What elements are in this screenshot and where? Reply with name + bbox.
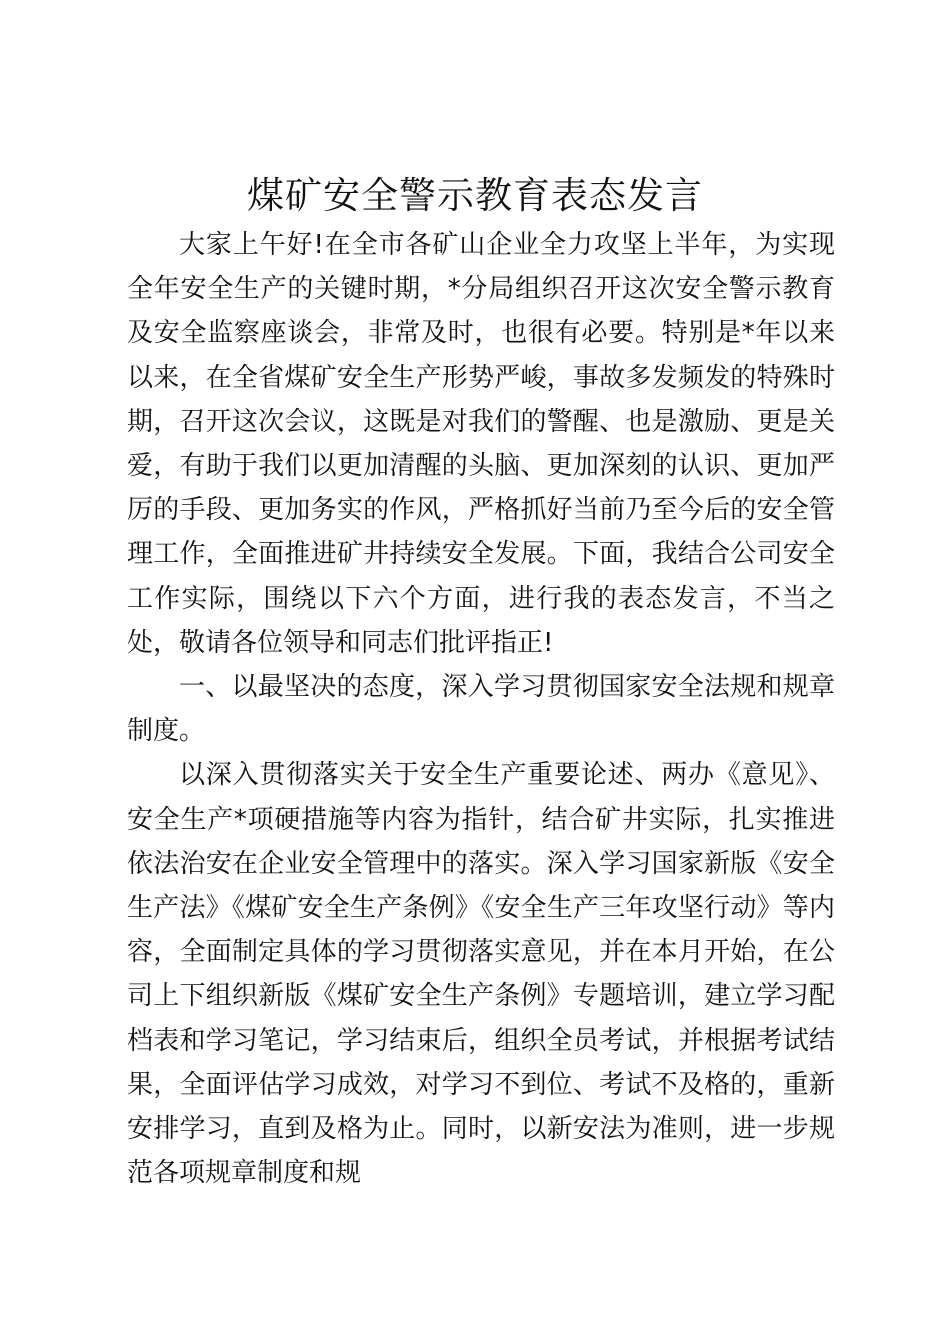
document-title: 煤矿安全警示教育表态发言	[247, 174, 703, 217]
paragraph-section-1: 以深入贯彻落实关于安全生产重要论述、两办《意见》、安全生产*项硬措施等内容为指针，结合矿井实际，扎实推进依法治安在企业安全管理中的落实。深入学习国家新版《安全生产法》《煤矿安全生产条例》《安全生产三年攻坚行动》等内容，全面制定具体的学习贯彻落实意见，并在本月开始，在公司上下组织新版《煤矿安全生产条例》专题培训，建立学习配档表和学习笔记，学习结束后，组织全员考试，并根据考试结果，全面评估学习成效，对学习不到位、考试不及格的，重新安排学习，直到及格为止。同时，以新安法为准则，进一步规范各项规章制度和规	[127, 760, 835, 1189]
document-body	[127, 223, 835, 1195]
section-heading-1: 一、以最坚决的态度，深入学习贯彻国家安全法规和规章制度。	[127, 672, 835, 747]
paragraph-opening: 大家上午好!在全市各矿山企业全力攻坚上半年，为实现全年安全生产的关键时期，*分局组织召开这次安全警示教育及安全监察座谈会，非常及时，也很有必要。特别是*年以来以来，在全省煤矿安全生产形势严峻，事故多发频发的特殊时期，召开这次会议，这既是对我们的警醒、也是激励、更是关爱，有助于我们以更加清醒的头脑、更加深刻的认识、更加严厉的手段、更加务实的作风，严格抓好当前乃至今后的安全管理工作，全面推进矿井持续安全发展。下面，我结合公司安全工作实际，围绕以下六个方面，进行我的表态发言，不当之处，敬请各位领导和同志们批评指正!	[127, 230, 835, 658]
